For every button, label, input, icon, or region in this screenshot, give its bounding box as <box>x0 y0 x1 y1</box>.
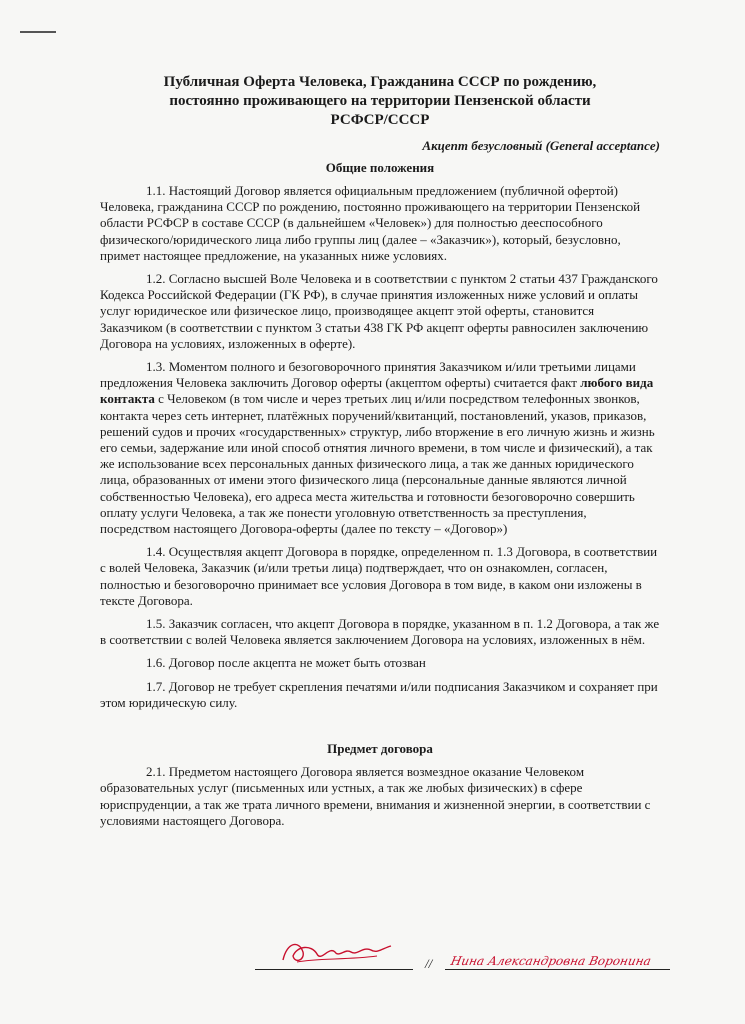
paragraph-1-3 <box>100 359 660 537</box>
paragraph-1-3-start: 1.3. Моментом полного и безоговорочного принятия Заказчиком и/или третьими лицами предложения Человека заключить Договор оферты (акцептом оферты) считается факт <box>100 359 636 391</box>
title-line-3: РСФСР/СССР <box>330 112 430 128</box>
paragraph-1-7: 1.7. Договор не требует скрепления печатями и/или подписания Заказчиком и сохраняет при этом юридическую силу. <box>100 678 658 710</box>
signature-separator: // <box>425 956 433 971</box>
paragraph-2-1: 2.1. Предметом настоящего Договора является возмездное оказание Человеком образовательных услуг (письменных или устных, а так же любых физических) в сфере юриспруденции, а так же трата личного времени, внимания и жизненной энергии, в соответствии с условиями настоящего Договора. <box>100 764 651 828</box>
title-line-2: постоянно проживающего на территории Пензенской области <box>169 93 591 109</box>
paragraph-1-3-emphasis: любого вида контакта <box>100 375 654 407</box>
paragraph-1-6: 1.6. Договор после акцепта не может быть отозван <box>146 655 426 671</box>
acceptance-note: Акцепт безусловный (General acceptance) <box>422 138 660 153</box>
paragraph-1-5: 1.5. Заказчик согласен, что акцепт Договора в порядке, указанном в п. 1.2 Договора, а так же в соответствии с волей Человека является заключением Договора на условиях, изложенных в нём. <box>100 616 660 648</box>
document-title <box>100 73 660 130</box>
section-heading-subject: Предмет договора <box>327 741 433 757</box>
handwritten-name: Нина Александровна Воронина <box>449 954 653 968</box>
title-line-1: Публичная Оферта Человека, Гражданина СССР по рождению, <box>163 74 597 90</box>
document-page <box>100 73 660 836</box>
paragraph-1-3-end: с Человеком (в том числе и через третьих лиц и/или посредством телефонных звонков, контакта через сеть интернет, платёжных поручений/квитанций, постановлений, указов, приказов, решений судов и прочих «государственных» структур, либо вторжение в его личную жизнь и жизнь его семьи, задержание или иной способ отнятия личного времени, в том числе и физический), а так же использование всех персональных данных физического лица, а так же данных юридического лица, образованных от имени этого физического лица (персональные данные являются личной собственностью Человека), его адреса места жительства и готовности безоговорочно совершить оплату услуги Человека, а так же понести уголовную ответственность за преступления, посредством настоящего Договора-оферты (далее по тексту – «Договор») <box>100 391 655 537</box>
signature-line <box>255 969 413 970</box>
section-heading-general: Общие положения <box>325 160 435 175</box>
corner-mark <box>20 31 56 33</box>
signature-block <box>255 938 685 978</box>
signature-scribble <box>277 934 397 970</box>
paragraph-1-4: 1.4. Осуществляя акцепт Договора в порядке, определенном п. 1.3 Договора, в соответствии с волей Человека, Заказчик (и/или третьи лица) подтверждает, что он ознакомлен, согласен, полностью и безоговорочно принимает все условия Договора в том виде, в каком они изложены в тексте Договора. <box>100 544 658 608</box>
name-line <box>445 969 670 970</box>
paragraph-1-1: 1.1. Настоящий Договор является официальным предложением (публичной офертой) Человека, гражданина СССР по рождению, постоянно проживающего на территории Пензенской области РСФСР в составе СССР (в дальнейшем «Человек») для полностью дееспособного физического/юридического лица либо группы лиц (далее – «Заказчик»), который, безусловно, примет настоящее предложение, на указанных ниже условиях. <box>100 183 641 263</box>
paragraph-1-2: 1.2. Согласно высшей Воле Человека и в соответствии с пунктом 2 статьи 437 Гражданского Кодекса Российской Федерации (ГК РФ), в случае принятия изложенных ниже условий и оплаты услуг юридическое или физическое лицо, производящее акцепт этой оферты, становится Заказчиком (в соответствии с пунктом 3 статьи 438 ГК РФ акцепт оферты равносилен заключению Договора на условиях, изложенных в оферте). <box>100 271 658 351</box>
